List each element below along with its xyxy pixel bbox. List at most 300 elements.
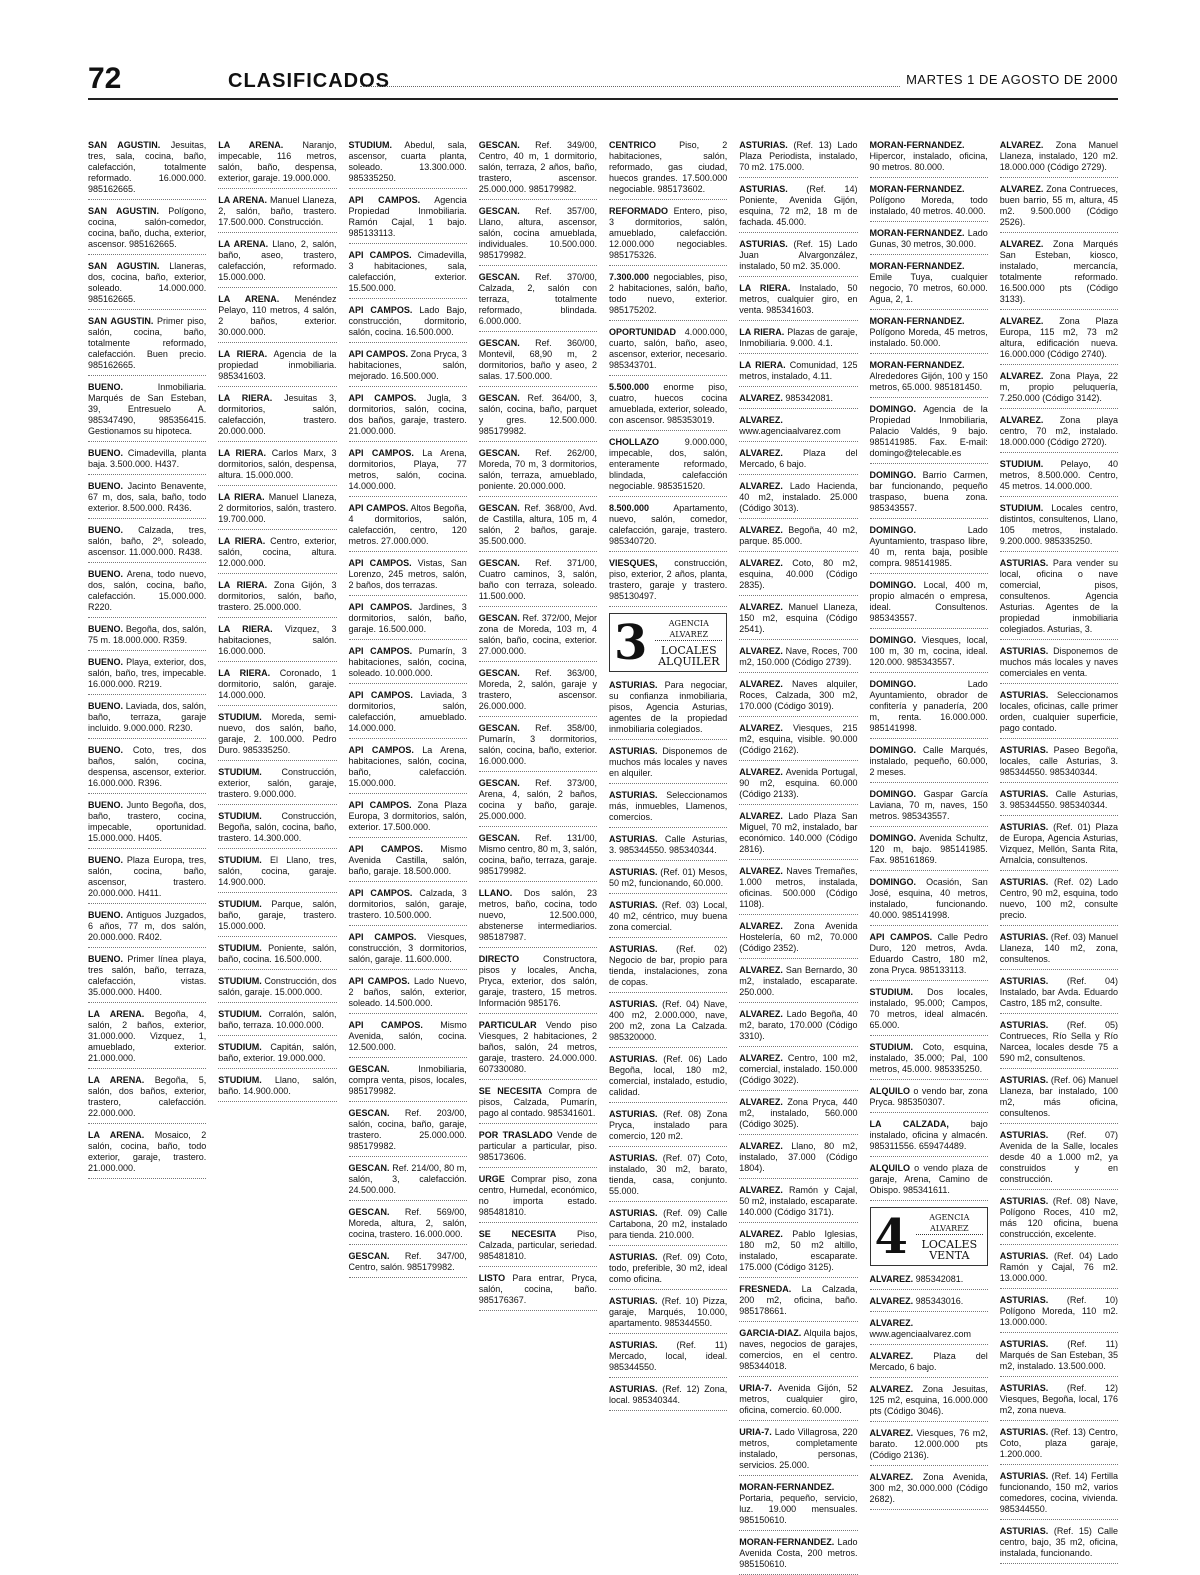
ad-text: Dos locales, instalado, 95.000; Campos, 70 metros, ideal almacén. 65.000.	[869, 987, 988, 1030]
ad-text: Zona Marqués San Esteban, kiosco, instalado, mercancía, totalmente reformado. 16.500.000 pts (Código 3133).	[999, 239, 1118, 304]
classified-ad	[349, 448, 467, 497]
ad-heading: BUENO.	[88, 481, 124, 491]
ad-heading: GESCAN.	[348, 1108, 390, 1118]
ad-text: 985343016.	[913, 1296, 964, 1306]
classified-ad	[479, 1130, 597, 1168]
ad-text: (Ref. 06) Manuel Llaneza, bar instalado, 100 m2, más oficina, consultenos.	[999, 1075, 1118, 1118]
ad-text: La Arena, habitaciones, salón, cocina, baño, calefacción. 15.000.000.	[348, 745, 467, 788]
ad-heading: API CAMPOS.	[348, 844, 423, 854]
classified-ad	[218, 393, 336, 442]
classified-ad	[870, 635, 988, 673]
ad-text: (Ref. 15) Lado Juan Alvargonzález, instalado, 50 m2. 35.000.	[739, 239, 858, 271]
ad-heading: ALQUILO	[869, 1163, 910, 1173]
classified-ad	[870, 1472, 988, 1510]
page-header	[88, 62, 1118, 100]
ad-text: (Ref. 07) Avenida de la Salle, locales desde 40 a 1.000 m2, ya construidos y en construcción.	[999, 1130, 1118, 1184]
classified-ad	[609, 1252, 727, 1290]
ad-text: Alrededores Gijón, 100 y 150 metros, 65.000. 985181450.	[869, 371, 988, 392]
ad-heading: LA ARENA.	[218, 140, 284, 150]
ad-text: Lado Hacienda, 40 m2, instalado. 25.000 (Código 3013).	[739, 481, 858, 513]
ad-heading: CHOLLAZO	[609, 437, 659, 447]
classified-ad	[218, 1075, 336, 1102]
ad-text: (Ref. 05) Contrueces, Río Sella y Río Narcea, locales desde 75 a 590 m2, consultenos.	[999, 1020, 1118, 1063]
ad-text: Gaspar García Laviana, 70 m, naves, 150 metros. 985343557.	[869, 789, 988, 821]
ad-heading: ALVAREZ.	[739, 1053, 783, 1063]
classified-ad	[1000, 976, 1118, 1014]
classified-ad	[88, 624, 206, 651]
classified-ad	[609, 867, 727, 894]
ad-heading: GESCAN.	[478, 140, 520, 150]
ad-text: Agencia de la Propiedad Inmobiliaria, Palacio Valdés, 9 bajo. 985141985. Fax. E-mail: domingo@telecable.es	[869, 404, 988, 458]
classified-ad	[88, 206, 206, 255]
classified-ad	[1000, 1075, 1118, 1124]
ad-text: Plazas de garaje, Inmobiliaria. 9.000. 4.1.	[739, 327, 858, 348]
ad-heading: GESCAN.	[478, 206, 520, 216]
ad-text: Locales centro, distintos, consultenos, Llano, 105 metros, instalado. 9.200.000. 985335250.	[999, 503, 1118, 546]
ad-text: o vendo plaza de garaje, Arena, Camino de Obispo. 985341611.	[869, 1163, 988, 1195]
classified-ad	[609, 1384, 727, 1411]
ad-heading: LA RIERA.	[739, 360, 786, 370]
ad-text: Carlos Marx, 3 dormitorios, salón, despensa, altura. 15.000.000.	[218, 448, 337, 480]
classified-ad	[218, 855, 336, 893]
classified-ad	[349, 800, 467, 838]
classified-ad	[870, 316, 988, 354]
classified-ad	[218, 580, 336, 618]
classified-ad	[739, 525, 857, 552]
classified-ad	[349, 1163, 467, 1201]
ad-heading: ASTURIAS.	[739, 140, 788, 150]
ad-heading: ASTURIAS.	[609, 746, 658, 756]
ad-text: Polígono Moreda, todo instalado, 40 metros. 40.000.	[869, 195, 988, 216]
classified-ad	[1000, 1020, 1118, 1069]
classified-ad	[739, 239, 857, 277]
ad-heading: STUDIUM.	[218, 899, 262, 909]
column-3	[349, 140, 467, 1550]
ad-heading: ASTURIAS.	[999, 789, 1049, 799]
classified-ad	[349, 1108, 467, 1157]
ad-text: Lado Villagrosa, 220 metros, completamente instalado, personas, servicios. 25.000.	[739, 1427, 858, 1470]
ad-text: Ref. 203/00, salón, cocina, baño, garaje, trastero. 25.000.000. 985179982.	[348, 1108, 467, 1151]
ad-heading: ASTURIAS.	[999, 822, 1049, 832]
classified-ad	[218, 943, 336, 970]
ad-heading: BUENO.	[88, 701, 124, 711]
classified-ad	[349, 305, 467, 343]
ad-heading: ASTURIAS.	[739, 239, 788, 249]
ad-text: Llaneras, dos, cocina, baño, exterior, soleado. 14.000.000. 985162665.	[88, 261, 207, 304]
ad-heading: ASTURIAS.	[999, 1427, 1049, 1437]
classified-ad	[349, 646, 467, 684]
classified-ad	[479, 833, 597, 882]
ad-text: Laviada, dos, salón, baño, terraza, garaje incluido. 9.000.000. R230.	[88, 701, 207, 733]
divider-brand: AGENCIA ALVAREZ	[655, 618, 722, 641]
ad-text: Ref. 347/00, Centro, salón. 985179982.	[348, 1251, 467, 1272]
ad-heading: SE NECESITA	[478, 1086, 543, 1096]
ad-heading: ASTURIAS.	[609, 1054, 658, 1064]
ad-text: Ref. 131/00, Mismo centro, 80 m, 3, salón, cocina, baño, terraza, garaje. 985179982.	[478, 833, 597, 876]
classified-ad	[609, 1208, 727, 1246]
ad-heading: BUENO.	[88, 855, 124, 865]
ad-heading: GARCIA-DIAZ.	[739, 1328, 802, 1338]
classified-ad	[739, 866, 857, 915]
ad-text: Parque, salón, baño, garaje, trastero. 15.000.000.	[218, 899, 337, 931]
ad-text: (Ref. 03) Local, 40 m2, céntrico, muy buena zona comercial.	[609, 900, 728, 932]
classified-ad	[609, 900, 727, 938]
ad-heading: ALVAREZ.	[739, 602, 783, 612]
ad-heading: MORAN-FERNANDEZ.	[869, 316, 965, 326]
classified-ad	[218, 349, 336, 387]
ad-heading: API CAMPOS.	[348, 646, 413, 656]
classified-ad	[739, 1482, 857, 1531]
classified-ad	[870, 745, 988, 783]
classified-ad	[88, 261, 206, 310]
classified-ad	[1000, 1383, 1118, 1421]
ad-text: Lado Nuevo, 2 baños, salón, exterior, soleado. 14.500.000.	[348, 976, 467, 1008]
ad-heading: MORAN-FERNANDEZ.	[739, 1482, 835, 1492]
ad-text: Antiguos Juzgados, 6 años, 77 m, dos salón, 20.000.000. R402.	[88, 910, 207, 942]
classified-ad	[1000, 1130, 1118, 1190]
ad-text: Arena, todo nuevo, dos, salón, cocina, baño, calefacción. 15.000.000. R220.	[88, 569, 207, 612]
classified-ad	[218, 624, 336, 662]
classified-ad	[88, 140, 206, 200]
classified-ad	[609, 1054, 727, 1103]
classified-ad	[479, 888, 597, 948]
ad-text: Portaria, pequeño, servicio, luz. 19.000 mensuales. 985150610.	[739, 1493, 858, 1525]
ad-text: El Llano, tres, salón, cocina, garaje. 14.900.000.	[218, 855, 337, 887]
classified-ad	[870, 1086, 988, 1113]
ad-text: Llano, 2, salón, baño, aseo, trastero, calefacción, reformado. 15.000.000.	[218, 239, 337, 282]
ad-heading: URIA-7.	[739, 1383, 772, 1393]
ad-text: 4.000.000, cuarto, salón, baño, aseo, ascensor, exterior, necesario. 985343701.	[609, 327, 728, 370]
ad-heading: GESCAN.	[348, 1207, 390, 1217]
section-divider	[870, 1207, 988, 1266]
ad-heading: ASTURIAS.	[999, 1130, 1049, 1140]
classified-ad	[88, 1075, 206, 1124]
ad-text: Ref. 364/00, 3, salón, cocina, baño, parquet y gres. 12.500.000. 985179982.	[478, 393, 597, 436]
ad-heading: GESCAN.	[478, 833, 520, 843]
ad-heading: ALVAREZ.	[739, 723, 783, 733]
classified-ad	[479, 1273, 597, 1311]
classified-ad	[1000, 646, 1118, 684]
classified-ad	[609, 834, 727, 861]
ad-text: Naves alquiler, Roces, Calzada, 300 m2, 170.000 (Código 3019).	[739, 679, 858, 711]
classified-ad	[479, 338, 597, 387]
ad-text: Plaza del Mercado, 6 bajo.	[739, 448, 858, 469]
ad-heading: STUDIUM.	[999, 503, 1044, 513]
ad-heading: LA RIERA.	[218, 492, 265, 502]
ad-text: Lado Ayuntamiento, traspaso libre, 40 m, renta baja, posible compra. 985141985.	[869, 525, 988, 568]
classified-ad	[88, 800, 206, 849]
ad-text: Mismo Avenida Castilla, salón, baño, garaje. 18.500.000.	[348, 844, 467, 876]
ad-heading: ASTURIAS.	[609, 680, 658, 690]
classified-ad	[349, 690, 467, 739]
ad-heading: SAN AGUSTIN.	[88, 316, 154, 326]
classified-ad	[609, 327, 727, 376]
ad-heading: ASTURIAS.	[609, 900, 658, 910]
classified-ad	[218, 1009, 336, 1036]
ad-text: (Ref. 08) Zona Pryca, instalado para comercio, 120 m2.	[609, 1109, 728, 1141]
ad-heading: LA RIERA.	[218, 668, 271, 678]
column-1	[88, 140, 206, 1550]
classified-ad	[739, 415, 857, 442]
classified-ad	[218, 448, 336, 486]
ad-text: Para negociar, su confianza inmobiliaria, pisos, Agencia Asturias, agentes de la propiedad inmobiliaria colegiados.	[609, 680, 728, 734]
classified-ad	[349, 558, 467, 596]
ad-heading: GESCAN.	[478, 272, 520, 282]
ad-heading: ASTURIAS.	[999, 1295, 1049, 1305]
ad-heading: DOMINGO.	[869, 525, 916, 535]
classified-ad	[479, 272, 597, 332]
classified-ad	[739, 1185, 857, 1223]
classified-ad	[870, 1428, 988, 1466]
ad-heading: ALVAREZ.	[739, 1141, 783, 1151]
ad-heading: ALVAREZ.	[739, 558, 783, 568]
ad-text: Jacinto Benavente, 67 m, dos, sala, baño, todo exterior. 8.500.000. R436.	[88, 481, 207, 513]
classified-ad	[870, 679, 988, 739]
ad-heading: STUDIUM.	[218, 712, 262, 722]
ad-heading: ASTURIAS.	[609, 1109, 658, 1119]
ad-heading: DOMINGO.	[869, 635, 916, 645]
ad-text: Zona Pryca, 440 m2, instalado, 560.000 (Código 3025).	[739, 1097, 858, 1129]
divider-label: LOCALES VENTA	[921, 1238, 978, 1262]
classified-ad	[349, 503, 467, 552]
classified-columns	[88, 140, 1118, 1569]
classified-ad	[739, 679, 857, 717]
classified-ad	[739, 811, 857, 860]
ad-text: (Ref. 11) Mercado, local, ideal. 985344550.	[609, 1340, 728, 1372]
ad-heading: ALVAREZ.	[999, 415, 1044, 425]
ad-text: Alquila bajos, naves, negocios de garajes, comercios, en el centro. 985344018.	[739, 1328, 858, 1371]
classified-ad	[1000, 558, 1118, 640]
ad-text: Emile Tuya, cualquier negocio, 70 metros, 60.000. Agua, 2, 1.	[869, 272, 988, 304]
classified-ad	[739, 360, 857, 387]
ad-text: Dos salón, 23 metros, baño, cocina, todo nuevo, 12.500.000, abstenerse intermediarios. 985187987.	[478, 888, 597, 942]
ad-text: Ref. 214/00, 80 m, salón, 3, calefacción. 24.500.000.	[348, 1163, 467, 1195]
classified-ad	[1000, 415, 1118, 453]
ad-heading: LISTO	[478, 1273, 506, 1283]
ad-text: Viesques, local, 100 m, 30 m, cocina, ideal. 120.000. 985343557.	[869, 635, 988, 667]
classified-ad	[609, 1109, 727, 1147]
classified-ad	[479, 393, 597, 442]
ad-heading: BUENO.	[88, 624, 124, 634]
ad-heading: ASTURIAS.	[999, 1251, 1049, 1261]
ad-text: La Arena, dormitorios, Playa, 77 metros, salón, cocina. 14.000.000.	[348, 448, 467, 491]
classified-ad	[739, 393, 857, 409]
ad-heading: GESCAN.	[478, 393, 520, 403]
classified-ad	[88, 1130, 206, 1179]
column-5	[609, 140, 727, 1550]
ad-heading: ALVAREZ.	[999, 316, 1044, 326]
ad-heading: ASTURIAS.	[609, 944, 658, 954]
classified-ad	[870, 987, 988, 1036]
classified-ad	[739, 1537, 857, 1575]
ad-text: Ref. 262/00, Moreda, 70 m, 3 dormitorios, salón, terraza, amueblado, poniente. 20.000.000.	[478, 448, 597, 491]
classified-ad	[479, 1086, 597, 1124]
ad-text: Piso, 2 habitaciones, salón, reformado, gas ciudad, huecos grandes. 17.500.000 negociable. 985173602.	[609, 140, 728, 194]
classified-ad	[739, 283, 857, 321]
ad-heading: API CAMPOS.	[348, 1020, 423, 1030]
ad-heading: LA RIERA.	[739, 283, 791, 293]
ad-text: Llano, salón, baño. 14.900.000.	[218, 1075, 337, 1096]
classified-ad	[218, 536, 336, 574]
classified-ad	[479, 954, 597, 1014]
ad-text: Llano, 80 m2, instalado, 37.000 (Código 1804).	[739, 1141, 858, 1173]
ad-heading: DOMINGO.	[869, 404, 916, 414]
ad-text: Calzada, 3 dormitorios, salón, garaje, trastero. 10.500.000.	[348, 888, 467, 920]
ad-heading: ASTURIAS.	[999, 745, 1049, 755]
ad-text: Comprar piso, zona centro, Humedal, económico, no importa estado. 985481810.	[478, 1174, 597, 1217]
ad-heading: ALVAREZ.	[869, 1296, 914, 1306]
classified-ad	[479, 1229, 597, 1267]
classified-ad	[1000, 459, 1118, 497]
ad-text: Nave, Roces, 700 m2, 150.000 (Código 2739).	[739, 646, 858, 667]
ad-heading: ALVAREZ.	[739, 481, 783, 491]
ad-text: Coronado, 1 dormitorio, salón, garaje. 14.000.000.	[218, 668, 337, 700]
ad-heading: 5.500.000	[609, 382, 650, 392]
column-2	[218, 140, 336, 1550]
column-4	[479, 140, 597, 1550]
ad-heading: OPORTUNIDAD	[609, 327, 676, 337]
ad-text: Naves Tremañes, 1.000 metros, instalada, oficinas. 500.000 (Código 1108).	[739, 866, 858, 909]
ad-heading: ASTURIAS.	[609, 1340, 658, 1350]
classified-ad	[739, 481, 857, 519]
ad-text: Lado Bajo, construcción, dormitorio, salón, cocina. 16.500.000.	[348, 305, 467, 337]
classified-ad	[349, 195, 467, 244]
ad-heading: API CAMPOS.	[348, 305, 413, 315]
ad-text: Cimadevilla, 3 habitaciones, sala, calefacción, exterior. 15.500.000.	[348, 250, 467, 293]
ad-text: (Ref. 04) Nave, 400 m2, 2.000.000, nave, 200 m2, zona La Calzada. 985320000.	[609, 999, 728, 1042]
classified-ad	[1000, 239, 1118, 310]
ad-heading: BUENO.	[88, 382, 124, 392]
ad-text: Lado Begoña, 40 m2, barato, 170.000 (Código 3310).	[739, 1009, 858, 1041]
ad-heading: ASTURIAS.	[999, 558, 1049, 568]
ad-text: Barrio Carmen, bar funcionando, pequeño traspaso, buena zona. 985343557.	[869, 470, 988, 513]
ad-text: Coto, tres, dos baños, salón, cocina, despensa, ascensor, exterior. 16.000.000. R396.	[88, 745, 207, 788]
ad-text: Zona Plaza Europa, 115 m2, 73 m2 altura, edificación nueva. 16.000.000 (Código 2740).	[999, 316, 1118, 359]
ad-heading: ASTURIAS.	[609, 1296, 658, 1306]
classified-ad	[870, 833, 988, 871]
ad-heading: ASTURIAS.	[999, 646, 1049, 656]
ad-text: Zona Manuel Llaneza, instalado, 120 m2. 18.000.000 (Código 2729).	[999, 140, 1118, 172]
ad-text: Construcción, exterior, salón, garaje, trastero. 9.000.000.	[218, 767, 337, 799]
ad-text: Ref. 363/00, Moreda, 2, salón, garaje y trastero, ascensor. 26.000.000.	[478, 668, 597, 711]
ad-text: (Ref. 13) Centro, Coto, plaza garaje, 1.200.000.	[999, 1427, 1118, 1459]
ad-text: Ref. 569/00, Moreda, altura, 2, salón, cocina, trastero. 16.000.000.	[348, 1207, 467, 1239]
ad-text: Centro, 100 m2, comercial, instalado. 150.000 (Código 3022).	[739, 1053, 858, 1085]
classified-ad	[739, 184, 857, 233]
ad-heading: MORAN-FERNANDEZ.	[869, 184, 965, 194]
ad-heading: ALVAREZ.	[869, 1318, 914, 1328]
ad-heading: ALVAREZ.	[739, 811, 783, 821]
classified-ad	[1000, 745, 1118, 783]
classified-ad	[609, 1340, 727, 1378]
ad-heading: MORAN-FERNANDEZ.	[869, 140, 965, 150]
classified-ad	[88, 855, 206, 904]
ad-text: Compra de pisos, Calzada, Pumarín, pago al contado. 985341601.	[478, 1086, 598, 1118]
ad-heading: ALVAREZ.	[999, 140, 1044, 150]
classified-ad	[739, 327, 857, 354]
ad-heading: STUDIUM.	[218, 943, 262, 953]
ad-heading: POR TRASLADO	[478, 1130, 553, 1140]
classified-ad	[88, 481, 206, 519]
ad-text: Polígono, cocina, salón-comedor, cocina, baño, ducha, exterior, ascensor. 985162665.	[88, 206, 207, 249]
classified-ad	[739, 1383, 857, 1421]
ad-text: Inmobiliaria, compra venta, pisos, locales, 985179982.	[348, 1064, 467, 1096]
classified-ad	[870, 932, 988, 981]
classified-ad	[479, 778, 597, 827]
ad-heading: GESCAN.	[478, 503, 520, 513]
ad-text: 985342081.	[782, 393, 833, 403]
classified-ad	[739, 558, 857, 596]
classified-ad	[479, 206, 597, 266]
ad-heading: MORAN-FERNANDEZ.	[869, 261, 965, 271]
ad-text: 9.000.000, impecable, dos, salón, enteramente reformado, blindada, calefacción negociable. 985351520.	[609, 437, 728, 491]
ad-text: Begoña, 5, salón, dos baños, exterior, trastero, calefacción. 22.000.000.	[88, 1075, 207, 1118]
ad-text: www.agenciaalvarez.com	[869, 1329, 972, 1339]
ad-text: Mismo Avenida, salón, cocina. 12.500.000.	[348, 1020, 467, 1052]
classified-ad	[479, 1174, 597, 1223]
ad-heading: LA RIERA.	[218, 580, 268, 590]
ad-text: Jesuitas, tres, sala, cocina, baño, calefacción, totalmente reformado. 16.000.000. 985162665.	[88, 140, 207, 194]
ad-heading: API CAMPOS.	[348, 888, 413, 898]
classified-ad	[609, 1153, 727, 1202]
ad-heading: ALVAREZ.	[739, 1097, 783, 1107]
classified-ad	[349, 844, 467, 882]
ad-text: construcción, piso, exterior, 2 años, planta, trastero, garaje y trastero. 985130497.	[609, 558, 728, 601]
ad-text: Manuel Llaneza, 150 m2, esquina (Código 2541).	[739, 602, 858, 634]
ad-text: Zona Gijón, 3 dormitorios, salón, baño, trastero. 25.000.000.	[218, 580, 337, 612]
classified-ad	[88, 701, 206, 739]
ad-text: Primer piso, salón, cocina, baño, totalmente reformado, calefacción. Buen precio. 985162665.	[88, 316, 207, 370]
ad-text: Plaza del Mercado, 6 bajo.	[869, 1351, 988, 1372]
ad-text: Hipercor, instalado, oficina, 90 metros. 80.000.	[869, 151, 988, 172]
ad-text: Plaza Europa, tres, salón, cocina, baño, ascensor, trastero. 20.000.000. H411.	[88, 855, 207, 898]
ad-text: Lado Plaza San Miguel, 70 m2, instalado, bar económico. 140.000 (Código 2816).	[739, 811, 858, 854]
ad-heading: ALVAREZ.	[739, 1185, 783, 1195]
classified-ad	[218, 976, 336, 1003]
ad-heading: ASTURIAS.	[609, 790, 658, 800]
ad-text: Coto, esquina, instalado, 35.000; Pal, 100 metros, 45.000. 985335250.	[869, 1042, 988, 1074]
classified-ad	[479, 448, 597, 497]
ad-heading: API CAMPOS.	[348, 602, 413, 612]
classified-ad	[479, 558, 597, 607]
ad-text: (Ref. 14) Fertilla funcionando, 150 m2, varios comedores, cocina, vivienda. 985344550.	[999, 1471, 1118, 1514]
classified-ad	[870, 228, 988, 255]
ad-text: Lado Gunas, 30 metros, 30.000.	[869, 228, 988, 249]
ad-heading: PARTICULAR	[478, 1020, 537, 1030]
classified-ad	[739, 1427, 857, 1476]
ad-text: Agencia de la propiedad inmobiliaria. 985341603.	[218, 349, 337, 381]
ad-heading: STUDIUM.	[218, 976, 262, 986]
ad-text: Zona Playa, 22 m, propio peluquería, 7.250.000 (Código 3142).	[999, 371, 1118, 403]
ad-text: (Ref. 14) Poniente, Avenida Gijón, esquina, 72 m2, 18 m de fachada. 45.000.	[739, 184, 858, 227]
ad-text: La Calzada, 200 m2, oficina, baño. 985178661.	[739, 1284, 858, 1316]
ad-heading: ASTURIAS.	[999, 1471, 1049, 1481]
ad-heading: 8.500.000	[609, 503, 650, 513]
ad-heading: ALVAREZ.	[739, 448, 783, 458]
ad-text: (Ref. 04) Instalado, bar Avda. Eduardo Castro, 185 m2, consulte.	[999, 976, 1118, 1008]
classified-ad	[739, 767, 857, 805]
ad-text: Seleccionamos más, inmuebles, Llamenos, comercios.	[609, 790, 728, 822]
classified-ad	[609, 437, 727, 497]
ad-heading: FRESNEDA.	[739, 1284, 792, 1294]
ad-text: Pumarín, 3 habitaciones, salón, cocina, soleado. 10.000.000.	[348, 646, 467, 678]
classified-ad	[218, 668, 336, 706]
ad-text: Ref. 357/00, Llano, altura, ascensor, salón, cocina amueblada, individuales. 10.500.000. 985179982.	[478, 206, 597, 260]
ad-text: Primer línea playa, tres salón, baño, terraza, calefacción, vistas. 35.000.000. H400.	[88, 954, 207, 997]
ad-heading: ASTURIAS.	[999, 976, 1049, 986]
classified-ad	[609, 272, 727, 321]
classified-ad	[218, 195, 336, 233]
